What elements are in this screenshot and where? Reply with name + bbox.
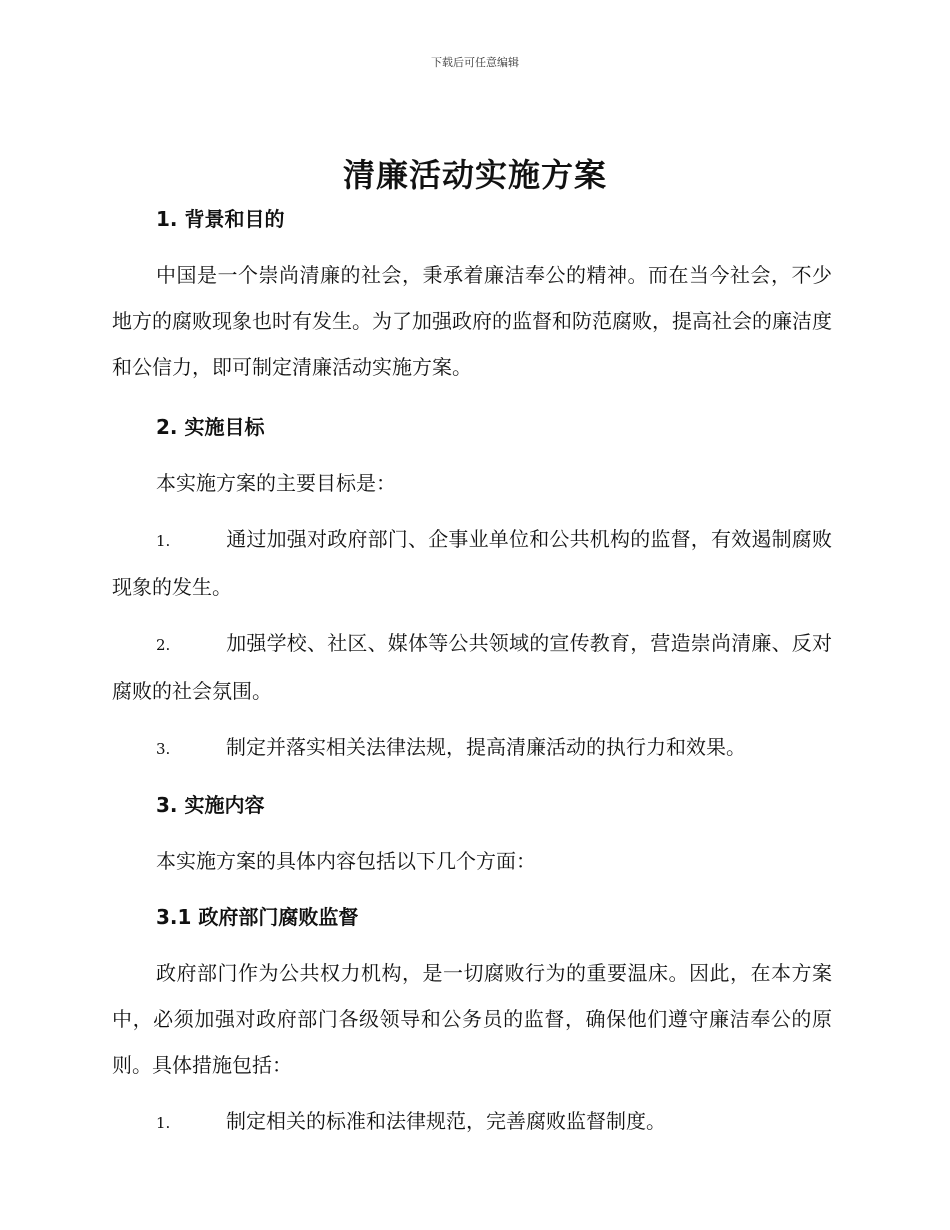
list-item-number: 3. <box>156 740 171 758</box>
document-title: 清廉活动实施方案 <box>342 156 607 194</box>
list-item-text: 制定并落实相关法律法规，提高清廉活动的执行力和效果。 <box>226 735 746 759</box>
section-3-1-paragraph: 政府部门作为公共权力机构，是一切腐败行为的重要温床。因此，在本方案中，必须加强对政府部门各级领导和公务员的监督，确保他们遵守廉洁奉公的原则。具体措施包括： <box>112 961 832 1077</box>
list-item-number: 1. <box>156 1114 171 1132</box>
section-heading-2: 2. 实施目标 <box>156 415 265 439</box>
document-body <box>112 196 832 1146</box>
section-3-intro: 本实施方案的具体内容包括以下几个方面： <box>156 849 536 873</box>
list-item-number: 1. <box>156 532 171 550</box>
list-item-text: 制定相关的标准和法律规范，完善腐败监督制度。 <box>226 1109 666 1133</box>
list-item <box>112 620 832 714</box>
list-item <box>112 516 832 610</box>
list-item-text: 通过加强对政府部门、企事业单位和公共机构的监督，有效遏制腐败现象的发生。 <box>112 527 832 599</box>
section-1-paragraph: 中国是一个崇尚清廉的社会，秉承着廉洁奉公的精神。而在当今社会，不少地方的腐败现象也时有发生。为了加强政府的监督和防范腐败，提高社会的廉洁度和公信力，即可制定清廉活动实施方案。 <box>112 263 832 379</box>
section-heading-3: 3. 实施内容 <box>156 793 265 817</box>
list-item-number: 2. <box>156 636 171 654</box>
section-heading-1: 1. 背景和目的 <box>156 207 285 231</box>
list-item <box>112 1098 832 1146</box>
list-item <box>112 724 832 772</box>
section-2-intro: 本实施方案的主要目标是： <box>156 471 396 495</box>
section-heading-3-1: 3.1 政府部门腐败监督 <box>156 905 359 929</box>
list-item-text: 加强学校、社区、媒体等公共领域的宣传教育，营造崇尚清廉、反对腐败的社会氛围。 <box>112 631 832 703</box>
header-note: 下载后可任意编辑 <box>431 56 519 69</box>
